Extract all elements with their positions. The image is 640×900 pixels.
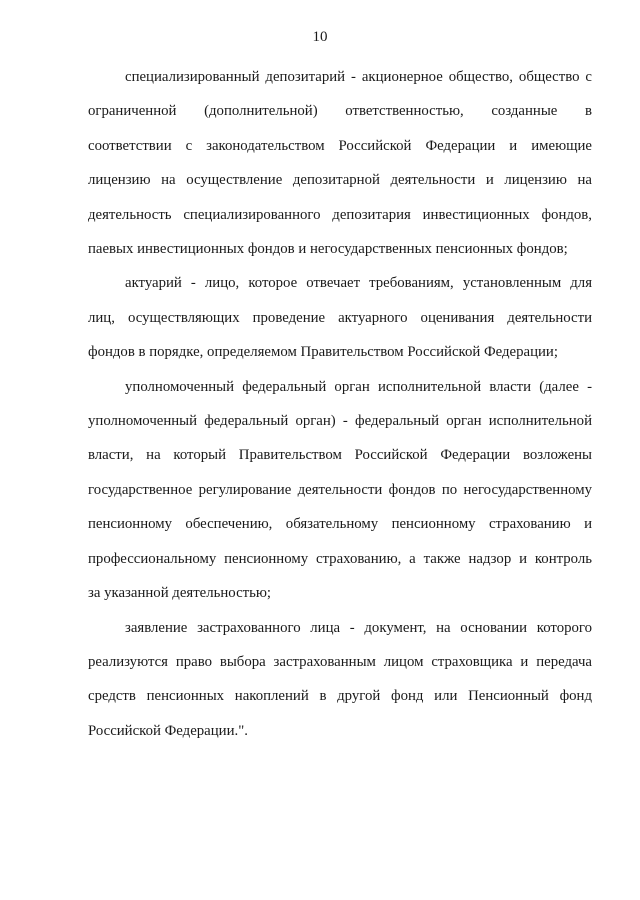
text-line: средств пенсионных накоплений в другой фонд или Пенсионный фонд: [88, 688, 592, 705]
text-line: уполномоченный федеральный орган) - федеральный орган исполнительной: [88, 413, 592, 430]
text-line: соответствии с законодательством Российской Федерации и имеющие: [88, 137, 592, 154]
paragraph-actuary: [88, 266, 592, 369]
text-line: заявление застрахованного лица - документ, на основании которого: [125, 619, 592, 636]
document-body: [88, 60, 592, 748]
text-line: деятельность специализированного депозитария инвестиционных фондов,: [88, 206, 592, 223]
text-line: лицензию на осуществление депозитарной деятельности и лицензию на: [88, 172, 592, 189]
text-line: Российской Федерации.".: [88, 722, 248, 739]
text-line: власти, на который Правительством Российской Федерации возложены: [88, 447, 592, 464]
text-line: лиц, осуществляющих проведение актуарного оценивания деятельности: [88, 309, 592, 326]
text-line: государственное регулирование деятельности фондов по негосударственному: [88, 481, 592, 498]
text-line: фондов в порядке, определяемом Правительством Российской Федерации;: [88, 344, 558, 361]
text-line: за указанной деятельностью;: [88, 585, 272, 602]
text-line: актуарий - лицо, которое отвечает требованиям, установленным для: [125, 275, 592, 292]
text-line: специализированный депозитарий - акционерное общество, общество с: [125, 69, 592, 85]
text-line: реализуются право выбора застрахованным лицом страховщика и передача: [88, 653, 592, 670]
text-line: уполномоченный федеральный орган исполнительной власти (далее -: [125, 378, 592, 395]
paragraph-authorized-body: [88, 370, 592, 611]
paragraph-specialized-depositary: [88, 60, 592, 266]
page-number: 10: [312, 29, 328, 45]
text-line: профессиональному пенсионному страхованию, а также надзор и контроль: [88, 550, 592, 567]
text-line: паевых инвестиционных фондов и негосударственных пенсионных фондов;: [88, 241, 568, 258]
text-line: пенсионному обеспечению, обязательному пенсионному страхованию и: [88, 516, 592, 533]
paragraph-insured-application: [88, 611, 592, 749]
text-line: ограниченной (дополнительной) ответственностью, созданные в: [88, 103, 592, 120]
